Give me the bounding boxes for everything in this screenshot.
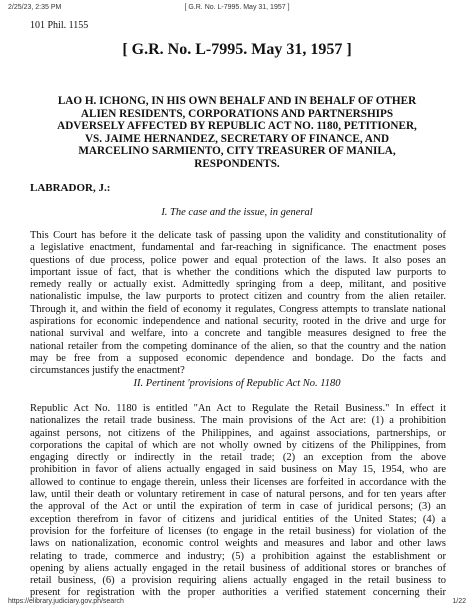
paragraph-2: [30, 403, 446, 600]
paragraph-line: a legislative enactment, fundamental and far-reaching in significance. The enactment poses: [30, 242, 446, 254]
paragraph-line: questions of due process, police power and equal protection of the laws. It also poses an: [30, 254, 446, 266]
paragraph-line: national survival and welfare, into a concrete and tangible measures designed to free the: [30, 328, 446, 340]
paragraph-line: allowed to continue to engage therein, unless their licenses are forfeited in accordance with the: [30, 476, 446, 488]
paragraph-line: retail business, (6) a provision requiring aliens actually engaged in the retail business to: [30, 575, 446, 587]
parties-line: LAO H. ICHONG, IN HIS OWN BEHALF AND IN BEHALF OF OTHER: [57, 95, 417, 107]
parties-line: VS. JAIME HERNANDEZ, SECRETARY OF FINANCE, AND: [84, 132, 390, 145]
paragraph-line: the approval of the Act or until the expiration of term in case of juridical persons; (3) an: [30, 501, 446, 513]
section-2-heading: II. Pertinent 'provisions of Republic Act No. 1180: [133, 378, 341, 389]
citation: 101 Phil. 1155: [30, 20, 89, 31]
paragraph-line: provision for the forfeiture of licenses (to engage in the retail business) for violation of the: [30, 525, 446, 537]
paragraph-line: opening by aliens actually engaged in the retail business of additional stores or branches of: [30, 562, 446, 574]
paragraph-line: remedy really or actually exist. Admittedly springing from a deep, militant, and positive: [30, 279, 446, 291]
paragraph-line: engaging directly or indirectly in the retail trade; (2) an exception from the above: [30, 452, 446, 464]
paragraph-line: Through it, and within the field of economy it regulates, Congress attempts to translate national: [30, 303, 446, 315]
parties-line: ADVERSELY AFFECTED BY REPUBLIC ACT NO. 1180, PETITIONER,: [57, 120, 417, 132]
paragraph-line: relating to trade, commerce and industry; (5) a prohibition against the establishment or: [30, 550, 446, 562]
paragraph-line: national retailer from the competing dominance of the alien, so that the country and the nation: [30, 340, 446, 352]
print-footer-page-number: 1/22: [452, 598, 466, 605]
paragraph-line: Republic Act No. 1180 is entitled "An Act to Regulate the Retail Business." In effect it: [30, 403, 446, 414]
section-1-heading: I. The case and the issue, in general: [161, 207, 313, 218]
parties-line: ALIEN RESIDENTS, CORPORATIONS AND PARTNERSHIPS: [80, 107, 394, 120]
paragraph-line: laws on nationalization, economic control weights and measures and labor and other laws: [30, 538, 446, 550]
paragraph-1: [30, 230, 446, 378]
print-header-datetime: 2/25/23, 2:35 PM: [8, 4, 62, 11]
paragraph-line: nationalizes the retail trade business. The main provisions of the Act are: (1) a prohibition: [30, 415, 446, 427]
paragraph-line: law, until their death or voluntary retirement in case of natural persons, and for ten years after: [30, 489, 446, 501]
parties-line: MARCELINO SARMIENTO, CITY TREASURER OF MANILA,: [78, 145, 396, 157]
paragraph-line: aspirations for economic independence and national security, rooted in the drive and urge for: [30, 316, 446, 328]
print-header-title: [ G.R. No. L-7995. May 31, 1957 ]: [184, 4, 290, 11]
paragraph-line: against persons, not citizens of the Philippines, and against associations, partnerships, or: [30, 427, 446, 439]
paragraph-line: prohibition in favor of aliens actually engaged in said business on May 15, 1954, who are: [30, 464, 446, 476]
print-footer-url: https://elibrary.judiciary.gov.ph/search: [8, 598, 124, 605]
paragraph-line: nationalistic impulse, the law purports to protect citizen and country from the alien retailer.: [30, 291, 446, 303]
paragraph-line: important issue of fact, that is whether the conditions which the disputed law purports to: [30, 266, 446, 278]
ponente: LABRADOR, J.:: [30, 182, 111, 194]
paragraph-line: This Court has before it the delicate task of passing upon the validity and constitutionality of: [30, 230, 446, 241]
paragraph-line: circumstances justify the enactment?: [30, 365, 185, 377]
parties-block: [40, 95, 434, 170]
case-title: [ G.R. No. L-7995. May 31, 1957 ]: [122, 41, 352, 58]
paragraph-line: corporations the capital of which are not wholly owned by citizens of the Philippines, from: [30, 439, 446, 451]
paragraph-line: may be free from a supposed economic dependence and bondage. Do the facts and: [30, 352, 446, 364]
parties-line: RESPONDENTS.: [194, 157, 280, 170]
paragraph-line: exception therefrom in favor of citizens and juridical entities of the United States; (4) a: [30, 513, 446, 525]
paragraph-line: present for registration with the proper authorities a verified statement concerning their: [30, 587, 446, 599]
